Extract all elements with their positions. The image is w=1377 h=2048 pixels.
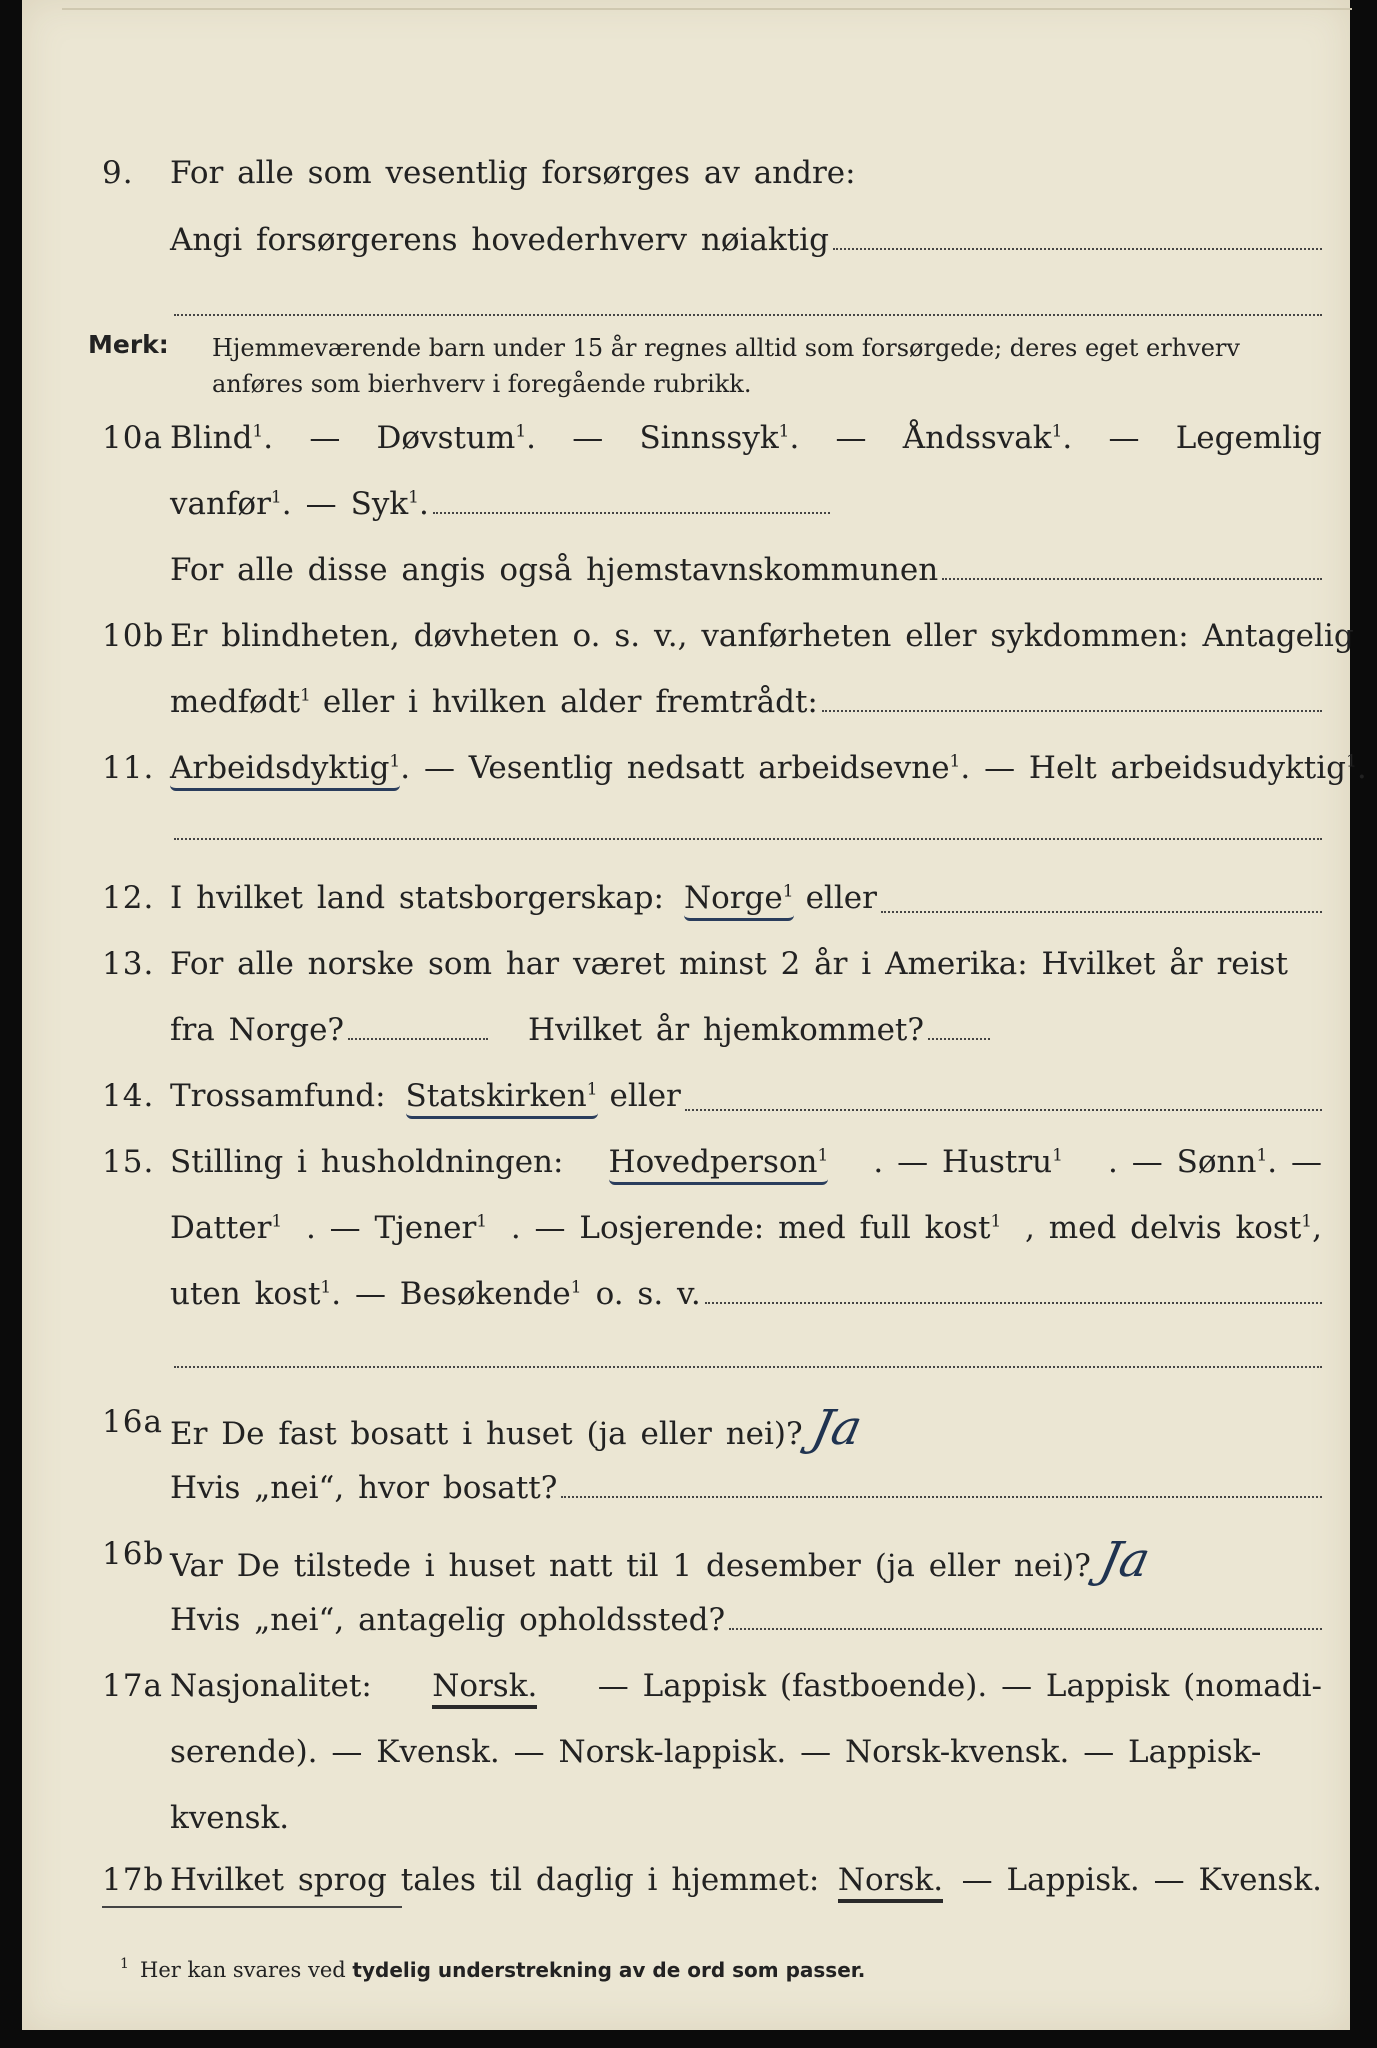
footnote-mark: 1: [120, 1956, 129, 1972]
option-full-kost[interactable]: . — Losjerende: med full kost$^1$: [510, 1210, 1002, 1246]
question-text: Stilling i husholdningen:: [170, 1144, 564, 1180]
question-text: Er blindheten, døvheten o. s. v., vanførheten eller sykdommen: Antagelig: [170, 618, 1354, 654]
question-9-line2: [22, 222, 1350, 272]
question-text: Hvis „nei“, antagelig opholdssted?: [170, 1602, 726, 1638]
handwritten-answer[interactable]: Ja: [1094, 1532, 1155, 1588]
answer-dots: [561, 1496, 1322, 1498]
question-text: For alle norske som har været minst 2 år i Amerika: Hvilket år reist: [170, 946, 1288, 982]
option-norsk-selected[interactable]: Norsk.: [432, 1668, 537, 1709]
question-number: 14.: [102, 1078, 155, 1114]
footnote-bold-text: tydelig understrekning av de ord som passer.: [352, 1958, 866, 1982]
option-tjener[interactable]: . — Tjener$^1$: [305, 1210, 488, 1246]
question-number: 11.: [102, 750, 155, 786]
question-text: Er De fast bosatt i huset (ja eller nei)?: [170, 1416, 803, 1452]
question-options: [170, 1862, 1322, 1903]
question-number: 12.: [102, 880, 155, 916]
question-text: Hvilket år hjemkommet?: [528, 1012, 925, 1048]
question-text: Hvis „nei“, hvor bosatt?: [170, 1470, 558, 1506]
question-number: 17b: [102, 1862, 165, 1898]
option-blind[interactable]: Blind$^1$.: [170, 420, 274, 456]
answer-line[interactable]: [170, 1012, 990, 1048]
answer-dots: [705, 1302, 1322, 1304]
question-10a-line2: [22, 486, 1350, 536]
question-text: Nasjonalitet:: [170, 1668, 372, 1704]
note-label: Merk:: [88, 330, 169, 359]
answer-line[interactable]: [170, 1532, 1322, 1588]
option-hustru[interactable]: . — Hustru$^1$: [873, 1144, 1063, 1180]
question-text: Hvilket sprog tales til daglig i hjemmet:: [170, 1862, 820, 1898]
question-text: o. s. v.: [595, 1276, 701, 1312]
question-10a-line3: [22, 552, 1350, 602]
footnote-rule: [102, 1906, 402, 1908]
answer-dots[interactable]: [348, 1038, 488, 1040]
question-number: 10a: [102, 420, 163, 456]
option-eller: eller: [805, 880, 877, 916]
option-udyktig[interactable]: . — Helt arbeidsudyktig$^1$.: [960, 750, 1367, 786]
question-10b: [22, 618, 1354, 668]
answer-line[interactable]: [170, 486, 830, 522]
note-text: [212, 330, 1322, 402]
question-10b-line2: [22, 684, 1350, 734]
dash: —: [1108, 420, 1140, 456]
question-options: [170, 420, 1322, 456]
question-9: [22, 155, 1350, 205]
question-text: For alle disse angis også hjemstavnskommunen: [170, 552, 939, 588]
option-sonn[interactable]: . — Sønn$^1$. —: [1108, 1144, 1322, 1180]
answer-dots: [685, 1109, 1322, 1111]
answer-dots: [433, 512, 830, 514]
option-norge-selected[interactable]: Norge$^1$: [684, 880, 794, 921]
dash: —: [305, 486, 337, 522]
question-text: — Lappisk. — Kvensk.: [961, 1862, 1322, 1898]
option-norsk-selected[interactable]: Norsk.: [838, 1862, 943, 1903]
question-number: 15.: [102, 1144, 155, 1180]
question-number: 17a: [102, 1668, 163, 1704]
option-sinnssyk[interactable]: Sinnssyk$^1$.: [639, 420, 800, 456]
question-number: 16a: [102, 1404, 163, 1440]
question-options: [170, 1668, 1322, 1709]
question-text: kvensk.: [170, 1800, 290, 1836]
answer-line[interactable]: [170, 684, 1322, 720]
answer-dots: [881, 911, 1322, 913]
answer-dots[interactable]: [928, 1038, 990, 1040]
question-text: Trossamfund:: [170, 1078, 386, 1114]
question-options: [170, 1144, 1322, 1185]
option-delvis-kost[interactable]: , med delvis kost$^1$,: [1025, 1210, 1322, 1246]
option-vanfor[interactable]: vanfør$^1$.: [170, 486, 292, 522]
question-text: fra Norge?: [170, 1012, 345, 1048]
question-text: I hvilket land statsborgerskap:: [170, 880, 664, 916]
note-line-1: Hjemmeværende barn under 15 år regnes alltid som forsørgede; deres eget erhverv: [212, 334, 1240, 362]
question-12: [22, 880, 1350, 930]
answer-line[interactable]: [170, 1470, 1322, 1506]
question-16b: [22, 1532, 1350, 1588]
question-17b: [22, 1862, 1350, 1912]
option-eller: eller: [609, 1078, 681, 1114]
footnote-text: Her kan svares ved: [140, 1958, 346, 1982]
question-13-line2: [22, 1012, 1350, 1062]
question-text: Angi forsørgerens hovederhverv nøiaktig: [170, 222, 829, 258]
census-form-page: [22, 0, 1367, 2030]
question-17a: [22, 1668, 1350, 1718]
question-number: 16b: [102, 1536, 165, 1572]
question-number: 9.: [102, 155, 134, 191]
question-15-line3: [22, 1276, 1350, 1326]
question-14: [22, 1078, 1350, 1128]
question-17a-line3: [22, 1800, 1350, 1850]
option-syk[interactable]: Syk$^1$.: [350, 486, 429, 522]
blank-answer-line[interactable]: [174, 838, 1322, 840]
answer-line[interactable]: [170, 1078, 1322, 1119]
answer-dots: [833, 248, 1322, 250]
question-11: [22, 750, 1367, 800]
question-number: 10b: [102, 618, 165, 654]
dash: —: [835, 420, 867, 456]
blank-answer-line[interactable]: [174, 314, 1322, 316]
question-16b-line2: [22, 1602, 1350, 1652]
question-text: For alle som vesentlig forsørges av andre:: [170, 155, 856, 191]
question-text: eller i hvilken alder fremtrådt:: [322, 684, 818, 720]
option-dovstum[interactable]: Døvstum$^1$.: [376, 420, 536, 456]
answer-dots: [942, 578, 1322, 580]
option-uten-kost[interactable]: uten kost$^1$: [170, 1276, 332, 1312]
blank-answer-line[interactable]: [174, 1366, 1322, 1368]
question-options: [170, 1210, 1322, 1246]
question-13: [22, 946, 1350, 996]
question-10a: [22, 420, 1350, 470]
footnote: [120, 1956, 866, 1982]
question-number: 13.: [102, 946, 155, 982]
question-text: Var De tilstede i huset natt til 1 desember (ja eller nei)?: [170, 1548, 1091, 1584]
option-arbeidsdyktig-selected[interactable]: Arbeidsdyktig$^1$: [170, 750, 400, 791]
question-16a-line2: [22, 1470, 1350, 1520]
option-statskirken-selected[interactable]: Statskirken$^1$: [406, 1078, 598, 1119]
answer-line[interactable]: [170, 1602, 1322, 1638]
option-legemlig[interactable]: Legemlig: [1175, 420, 1322, 456]
note-line-2: anføres som bierhverv i foregående rubrikk.: [212, 370, 752, 398]
question-17a-line2: [22, 1734, 1350, 1784]
answer-dots: [729, 1628, 1322, 1630]
option-medfodt[interactable]: medfødt$^1$: [170, 684, 311, 720]
question-15: [22, 1144, 1350, 1194]
question-15-line2: [22, 1210, 1350, 1260]
answer-line[interactable]: [170, 552, 1322, 588]
answer-line[interactable]: [170, 1400, 1322, 1456]
option-datter[interactable]: Datter$^1$: [170, 1210, 283, 1246]
option-nedsatt[interactable]: . — Vesentlig nedsatt arbeidsevne$^1$: [400, 750, 961, 786]
question-16a: [22, 1400, 1350, 1456]
answer-line[interactable]: [170, 1276, 1322, 1312]
question-options: [170, 750, 1367, 791]
question-text: serende). — Kvensk. — Norsk-lappisk. — Norsk-kvensk. — Lappisk-: [170, 1734, 1262, 1770]
handwritten-answer[interactable]: Ja: [806, 1400, 867, 1456]
question-text: — Lappisk (fastboende). — Lappisk (nomadi-: [597, 1668, 1322, 1704]
dash: —: [309, 420, 341, 456]
dash: —: [572, 420, 604, 456]
answer-line[interactable]: [170, 222, 1322, 258]
answer-line[interactable]: [170, 880, 1322, 921]
option-andssvak[interactable]: Åndssvak$^1$.: [902, 420, 1073, 456]
answer-dots: [822, 710, 1322, 712]
option-besokende[interactable]: . — Besøkende$^1$: [331, 1276, 582, 1312]
top-rule: [62, 8, 1352, 10]
option-hovedperson-selected[interactable]: Hovedperson$^1$: [609, 1144, 829, 1185]
